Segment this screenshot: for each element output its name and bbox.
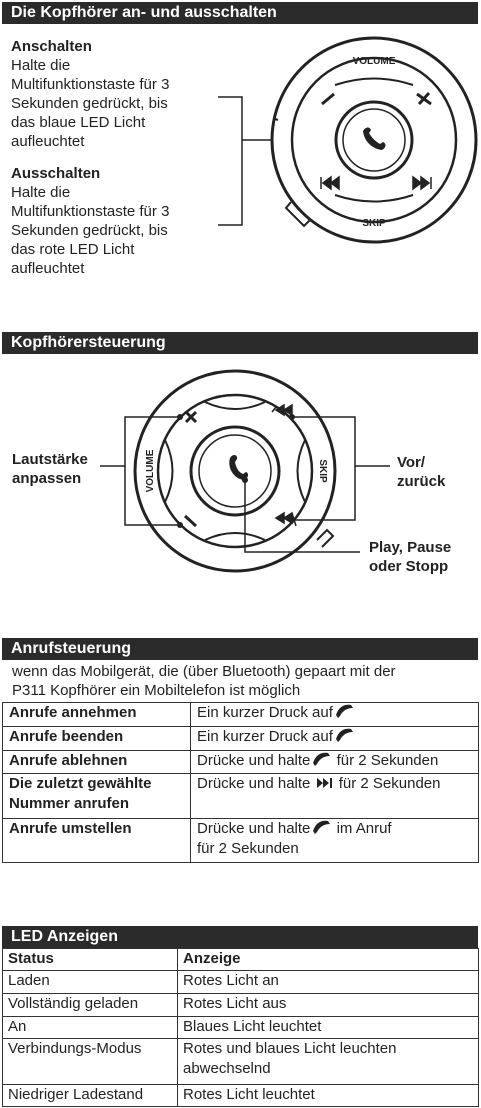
led-indication: Rotes Licht leuchtet	[178, 1085, 479, 1107]
table-row	[3, 1039, 479, 1085]
table-row	[3, 1085, 479, 1107]
skip-forward-icon	[315, 777, 335, 789]
text-line: wenn das Mobilgerät, die (über Bluetooth) gepaart mit der	[12, 663, 396, 680]
instruction-text: Drücke und halte	[197, 775, 311, 792]
text-line: anpassen	[12, 470, 82, 487]
column-header: Status	[3, 949, 178, 971]
call-action: Anrufe umstellen	[3, 819, 191, 863]
led-indication: Blaues Licht leuchtet	[178, 1017, 479, 1039]
text-line: zurück	[397, 473, 446, 490]
text-line: Halte die	[11, 184, 71, 201]
text-line: Vor/	[397, 454, 426, 471]
instruction-text: im Anruf	[332, 820, 392, 837]
led-status: Vollständig geladen	[3, 994, 178, 1017]
table-row	[3, 727, 479, 751]
phone-icon	[333, 703, 355, 719]
led-status: Niedriger Ladestand	[3, 1085, 178, 1107]
instruction-text: Ein kurzer Druck auf	[197, 704, 333, 721]
instruction-text: Drücke und halte	[197, 820, 311, 837]
call-intro	[12, 662, 396, 700]
instruction-text: Ein kurzer Druck auf	[197, 728, 333, 745]
table-row	[3, 971, 479, 994]
led-indication: Rotes Licht an	[178, 971, 479, 994]
instruction-text: für 2 Sekunden	[334, 775, 441, 792]
column-header: Anzeige	[178, 949, 479, 971]
led-indication: Rotes und blaues Licht leuchten abwechselnd	[178, 1039, 479, 1085]
call-instruction	[191, 819, 479, 863]
call-instruction	[191, 703, 479, 727]
led-status-table	[2, 948, 479, 1107]
skip-label: SKIP	[362, 218, 386, 229]
headphone-control-diagram-top	[0, 0, 481, 300]
led-status: An	[3, 1017, 178, 1039]
call-action: Anrufe beenden	[3, 727, 191, 751]
table-header-row	[3, 949, 479, 971]
section-title-power: Die Kopfhörer an- und ausschalten	[2, 2, 478, 24]
headphone-control-diagram-middle	[0, 360, 481, 620]
table-row	[3, 1017, 479, 1039]
call-instruction	[191, 751, 479, 774]
text-line: Sekunden gedrückt, bis	[11, 222, 168, 239]
text-line: aufleuchtet	[11, 260, 85, 277]
call-action: Anrufe annehmen	[3, 703, 191, 727]
text-line: Halte die	[11, 57, 71, 74]
instruction-text: für 2 Sekunden	[332, 752, 439, 769]
text-line: Play, Pause	[369, 539, 452, 556]
text-line: Multifunktionstaste für 3	[11, 76, 170, 93]
on-heading: Anschalten	[11, 38, 92, 55]
text-line: oder Stopp	[369, 558, 449, 575]
instruction-text: Drücke und halte	[197, 752, 311, 769]
volume-label: VOLUME	[145, 449, 156, 493]
call-control-table	[2, 702, 479, 863]
led-status: Verbindungs-Modus	[3, 1039, 178, 1085]
text-line: Multifunktionstaste für 3	[11, 203, 170, 220]
table-row	[3, 751, 479, 774]
volume-label: VOLUME	[352, 56, 396, 67]
off-heading: Ausschalten	[11, 165, 101, 182]
section-title-controls: Kopfhörersteuerung	[2, 332, 478, 354]
call-action: Die zuletzt gewählte Nummer anrufen	[3, 774, 191, 819]
text-line: das rote LED Licht	[11, 241, 135, 258]
text-line: das blaue LED Licht	[11, 114, 146, 131]
text-line: Sekunden gedrückt, bis	[11, 95, 168, 112]
table-row	[3, 703, 479, 727]
led-status: Laden	[3, 971, 178, 994]
led-indication: Rotes Licht aus	[178, 994, 479, 1017]
call-instruction	[191, 727, 479, 751]
table-row	[3, 819, 479, 863]
phone-icon	[333, 727, 355, 743]
table-row	[3, 774, 479, 819]
table-row	[3, 994, 479, 1017]
call-instruction	[191, 774, 479, 819]
phone-icon	[310, 819, 332, 835]
text-line: Lautstärke	[12, 451, 88, 468]
section-title-calls: Anrufsteuerung	[2, 638, 478, 660]
text-line: aufleuchtet	[11, 133, 85, 150]
section-title-led: LED Anzeigen	[2, 926, 478, 948]
phone-icon	[310, 751, 332, 767]
instruction-text: für 2 Sekunden	[197, 840, 299, 857]
text-line: P311 Kopfhörer ein Mobiltelefon ist möglich	[12, 682, 301, 699]
skip-label: SKIP	[317, 459, 328, 483]
call-action: Anrufe ablehnen	[3, 751, 191, 774]
